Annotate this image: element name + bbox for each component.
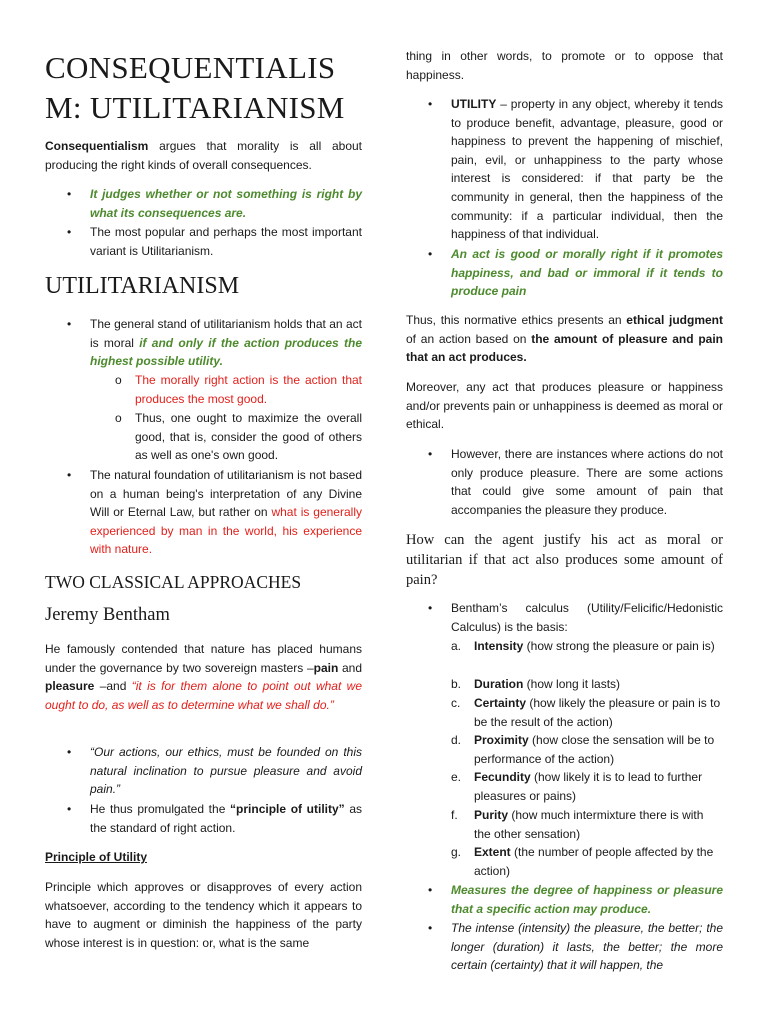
calculus-item-duration: [474, 675, 723, 694]
general-stand-text: The general stand of utilitarianism holds that an act is moral: [90, 317, 362, 350]
natural-foundation-text: The natural foundation of utilitarianism is not based on a human being's interpretation of any Divine Will or Eternal Law, but rather on: [90, 468, 362, 520]
promulgated-rest: as the standard of right action.: [90, 802, 362, 835]
bentham-quote: “it is for them alone to point out what we ought to do, as well as to determine what we shall do.”: [45, 679, 363, 712]
natural-foundation-emphasis: what is generally experienced by man in the world, his experience with nature.: [90, 505, 362, 557]
bentham-and-2: –and: [94, 679, 132, 694]
calculus-item-term: Duration: [474, 677, 524, 691]
bullet-icon: •: [428, 97, 433, 111]
arrow-bullet-icon: •: [67, 317, 72, 331]
bullet-measures: Measures the degree of happiness or pleasure that a specific action may produce.: [451, 883, 723, 916]
bullet-general-stand: [90, 315, 362, 371]
calculus-item-description: (the number of people affected by the action): [474, 845, 714, 878]
calculus-item-description: (how long it lasts): [523, 677, 621, 691]
calculus-item-term: Fecundity: [474, 770, 531, 784]
calculus-item-marker: c.: [451, 696, 461, 710]
calculus-item-intensity: [474, 637, 723, 656]
calculus-item-marker: f.: [451, 808, 458, 822]
bentham-and: and: [338, 660, 363, 675]
bullet-natural-foundation: [90, 466, 362, 559]
bullet-judges: It judges whether or not something is right by what its consequences are.: [90, 187, 362, 220]
bullet-our-actions: “Our actions, our ethics, must be founded on this natural inclination to pursue pleasure and avoid pain.”: [90, 745, 362, 797]
heading-two-approaches: TWO CLASSICAL APPROACHES: [45, 572, 302, 592]
question-paragraph: How can the agent justify his act as moral or utilitarian if that act also produces some amount of pain?: [406, 532, 723, 588]
calculus-item-description: (how close the sensation will be to performance of the action): [474, 733, 715, 766]
arrow-bullet-icon: •: [67, 468, 72, 482]
arrow-bullet-icon: •: [428, 921, 433, 935]
bullet-principle-of-utility: [90, 800, 362, 837]
heading-jeremy-bentham: Jeremy Bentham: [45, 605, 170, 625]
heading-principle-of-utility: Principle of Utility: [45, 850, 148, 864]
calculus-item-term: Certainty: [474, 696, 527, 710]
circle-bullet-icon: o: [115, 373, 122, 387]
intro-term: Consequentialism: [45, 139, 149, 153]
calculus-item-description: (how strong the pleasure or pain is): [523, 639, 715, 653]
bullet-intense: The intense (intensity) the pleasure, the better; the longer (duration) it lasts, the better; the more certain (certainty) that it will happen, the: [451, 921, 723, 973]
utility-term: UTILITY: [451, 97, 497, 111]
promulgated-text: He thus promulgated the: [90, 802, 231, 816]
heading-utilitarianism: UTILITARIANISM: [45, 273, 240, 299]
moreover-paragraph: Moreover, any act that produces pleasure or happiness and/or prevents pain or unhappiness is deemed as moral or ethical.: [406, 380, 723, 432]
principle-paragraph: Principle which approves or disapproves of every action whatsoever, according to the tendency which it appears to have to augment or diminish the happiness of the party whose interest is in question: or, what is the same: [45, 880, 362, 950]
calculus-item-description: (how much intermixture there is with the other sensation): [474, 808, 704, 841]
promulgated-term: “principle of utility”: [230, 802, 345, 816]
calculus-item-description: (how likely it is to lead to further pleasures or pains): [474, 770, 703, 803]
thus-paragraph: [406, 311, 723, 367]
thus-text-2: of an action based on: [406, 331, 532, 346]
bullet-popular-variant: The most popular and perhaps the most important variant is Utilitarianism.: [90, 225, 362, 258]
calculus-item-marker: d.: [451, 733, 462, 747]
title-line-1: CONSEQUENTIALIS: [45, 50, 336, 85]
arrow-bullet-icon: •: [67, 745, 72, 759]
bullet-icon: •: [428, 447, 433, 461]
bullet-good-act: An act is good or morally right if it promotes happiness, and bad or immoral if it tends to produce pain: [451, 247, 723, 299]
bentham-pain: pain: [313, 660, 339, 675]
intro-paragraph: [45, 137, 362, 174]
arrow-bullet-icon: •: [67, 187, 72, 201]
bentham-text: He famously contended that nature has placed humans under the governance by two sovereign masters –: [45, 642, 362, 675]
calculus-item-term: Intensity: [474, 639, 524, 653]
title-line-2: M: UTILITARIANISM: [45, 90, 345, 125]
arrow-bullet-icon: •: [67, 802, 72, 816]
intro-text: argues that morality is all about producing the right kinds of overall consequences.: [45, 139, 362, 172]
bentham-pleasure: pleasure: [45, 679, 95, 694]
circle-bullet-icon: o: [115, 411, 122, 425]
calculus-item-term: Proximity: [474, 733, 529, 747]
sub-bullet-maximize-good: Thus, one ought to maximize the overall good, that is, consider the good of others as well as one's own good.: [135, 411, 362, 463]
bullet-utility-definition: [451, 95, 723, 244]
calculus-item-term: Purity: [474, 808, 509, 822]
continuation-paragraph: thing in other words, to promote or to oppose that happiness.: [406, 49, 723, 82]
calculus-item-marker: g.: [451, 845, 462, 859]
calculus-item-certainty: [474, 694, 723, 731]
calculus-item-proximity: [474, 731, 723, 768]
arrow-bullet-icon: •: [428, 883, 433, 897]
calculus-item-description: (how likely the pleasure or pain is to be the result of the action): [474, 696, 721, 729]
calculus-item-marker: a.: [451, 639, 462, 653]
bullet-however: However, there are instances where actions do not only produce pleasure. There are some actions that could give some amount of pain that accompanies the pleasure they produce.: [451, 447, 723, 517]
utility-text: – property in any object, whereby it tends to produce benefit, advantage, pleasure, good or happiness to prevent the happening of mischief, pain, evil, or unhappiness to the party whose interest is considered: if that party be the community in general, then the happiness of the community: if a particular individual, then the happiness of that individual.: [451, 97, 723, 242]
general-stand-emphasis: if and only if the action produces the highest possible utility.: [90, 335, 362, 369]
bullet-benthams-calculus: Bentham’s calculus (Utility/Felicific/Hedonistic Calculus) is the basis:: [451, 601, 723, 634]
calculus-item-extent: [474, 843, 723, 880]
calculus-item-fecundity: [474, 768, 723, 805]
arrow-bullet-icon: •: [428, 247, 433, 261]
bullet-icon: •: [428, 601, 433, 615]
calculus-item-marker: e.: [451, 770, 462, 784]
calculus-item-purity: [474, 806, 723, 843]
bullet-icon: •: [67, 225, 72, 239]
thus-text: Thus, this normative ethics presents an: [406, 313, 627, 327]
sub-bullet-morally-right: The morally right action is the action that produces the most good.: [135, 373, 362, 406]
thus-amount: the amount of pleasure and pain that an act produces.: [406, 331, 723, 365]
page-title: [45, 48, 345, 128]
calculus-item-term: Extent: [474, 845, 511, 859]
bentham-paragraph: [45, 640, 362, 714]
calculus-item-marker: b.: [451, 677, 462, 691]
thus-ethical-judgment: ethical judgment: [626, 313, 723, 327]
